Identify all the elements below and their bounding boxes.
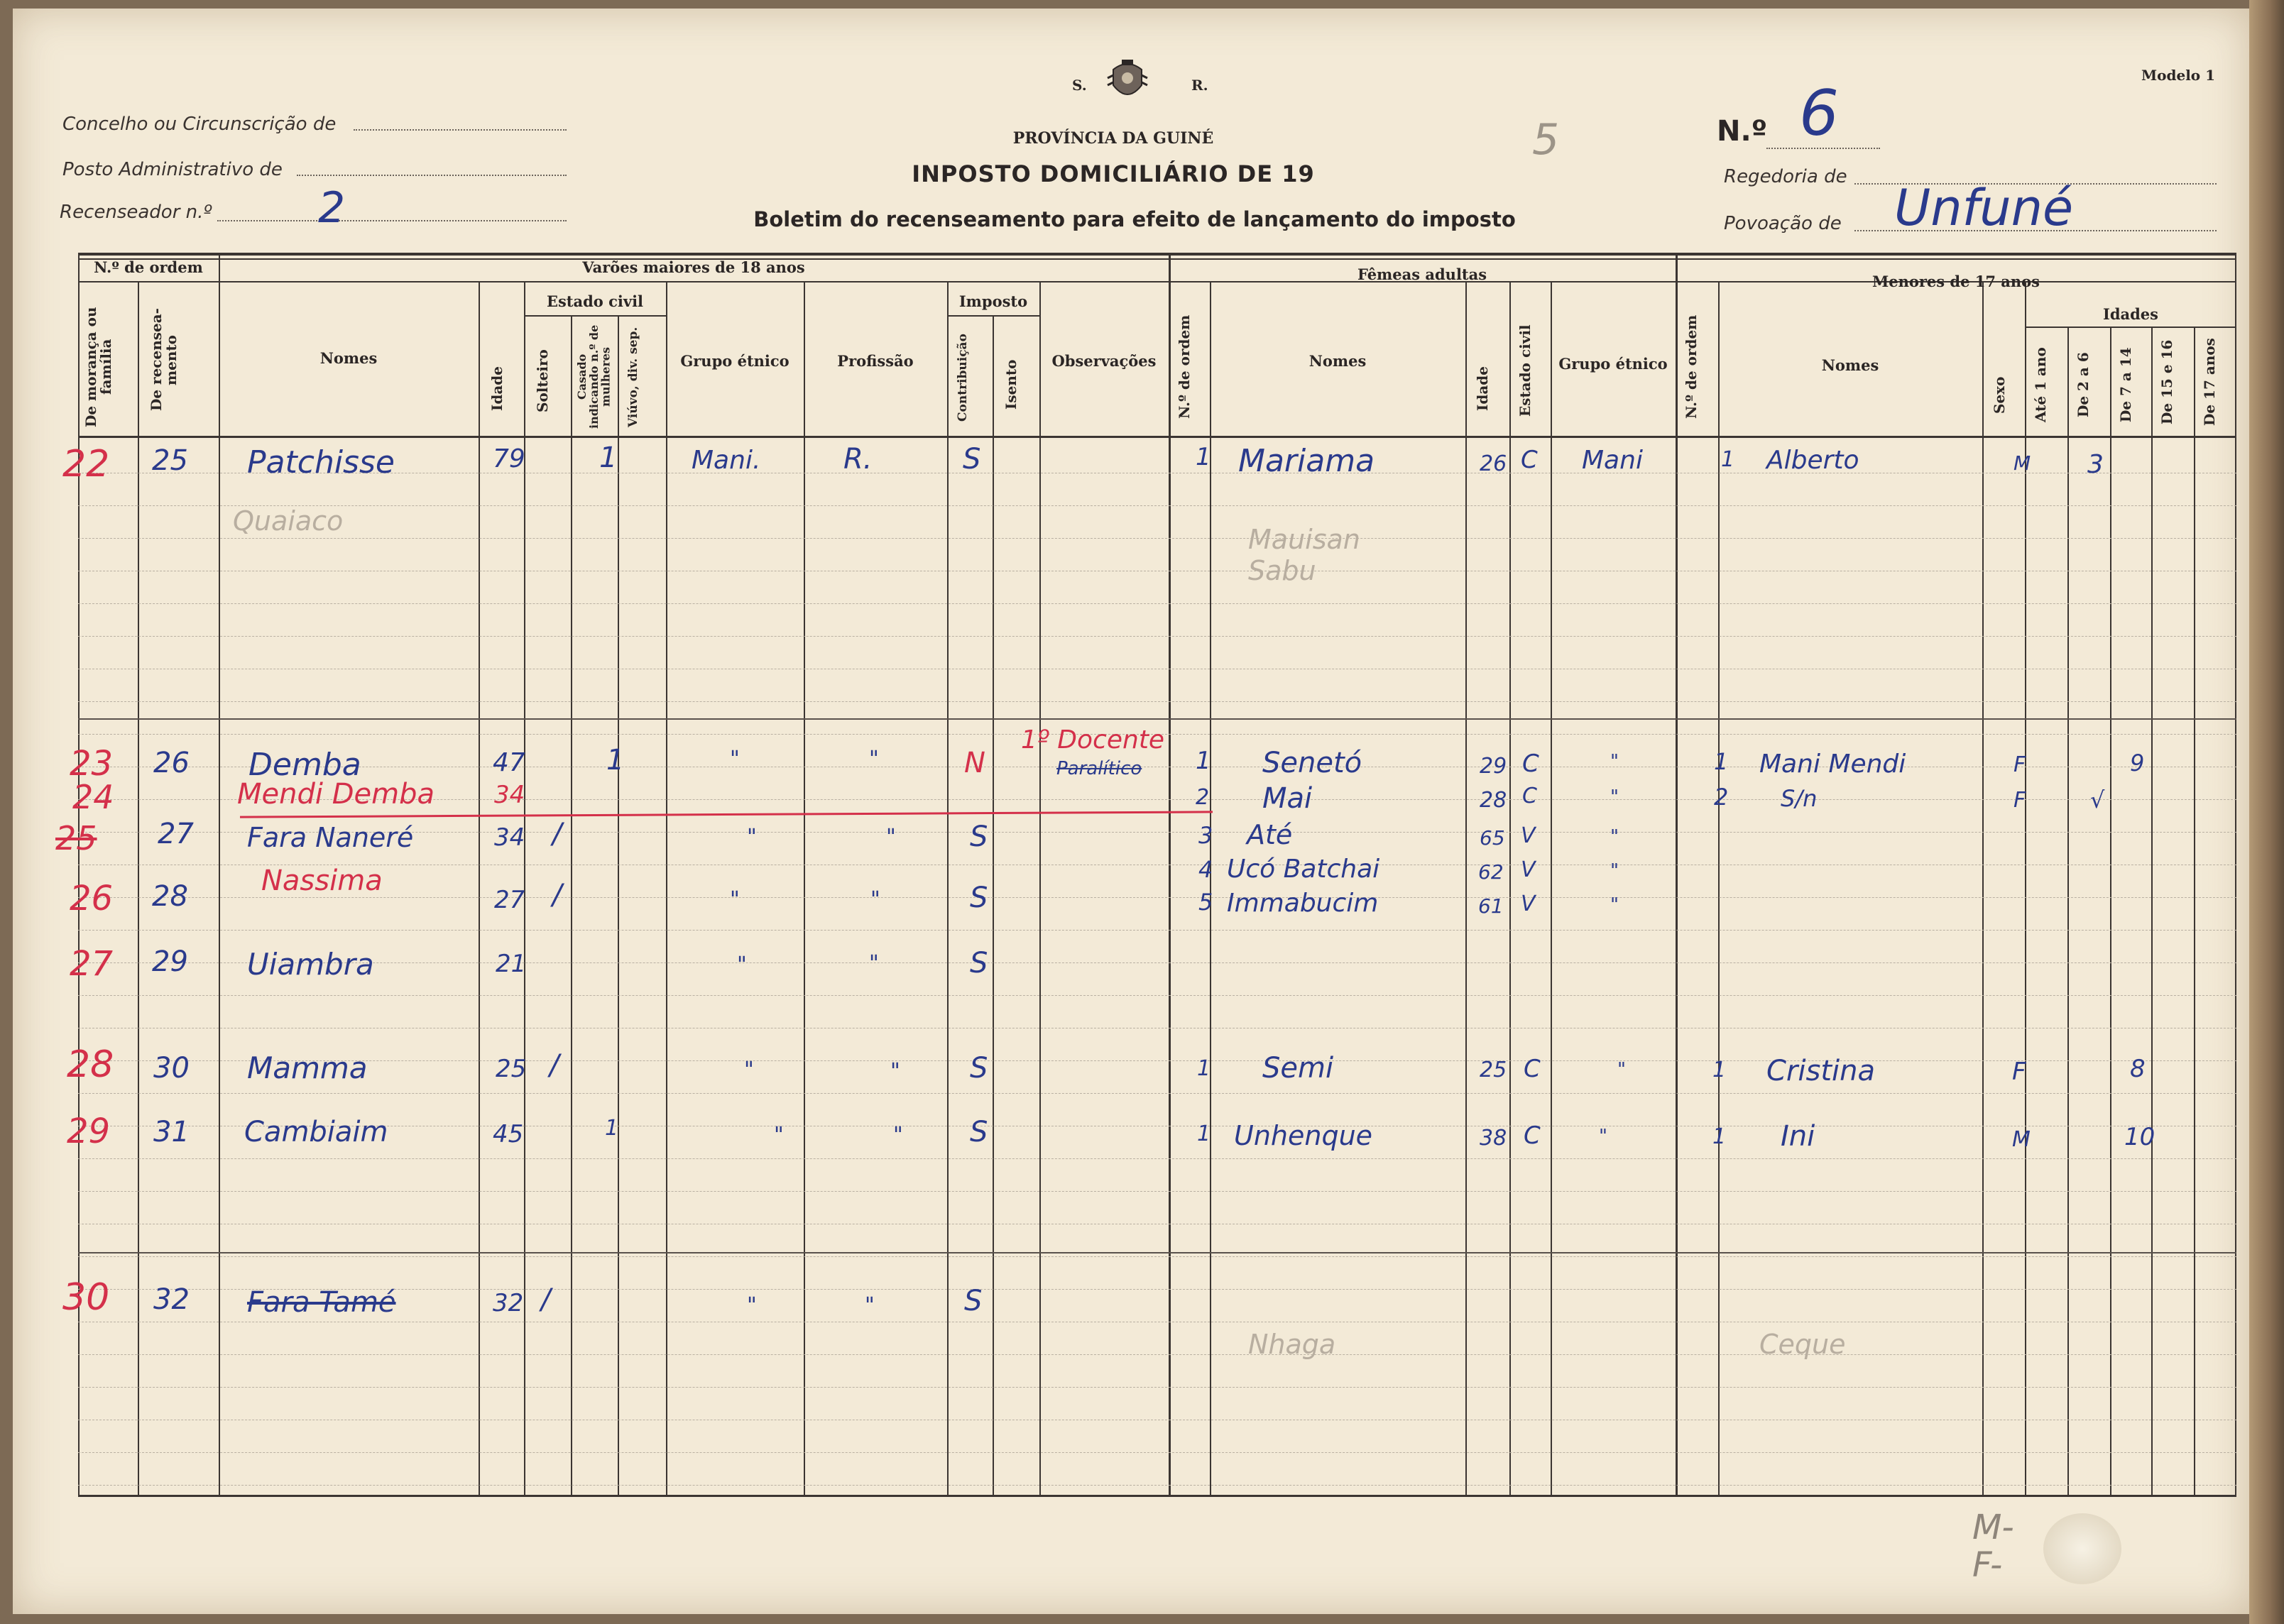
col-de15e16: De 15 e 16 (2158, 339, 2175, 424)
row-grupo: " (737, 953, 747, 977)
book-spine (2249, 0, 2284, 1624)
col-isento: Isento (1002, 359, 1020, 410)
col-line (479, 281, 480, 1496)
row-f-ordem: 1 (1196, 747, 1211, 775)
ruled-line (78, 1452, 2236, 1453)
row-f-grupo: " (1610, 894, 1619, 916)
row-idade: 79 (493, 444, 525, 473)
family-separator (78, 718, 2236, 720)
ruled-line (78, 1158, 2236, 1159)
row-f-estado: C (1522, 784, 1537, 808)
col-f-ordem: N.º de ordem (1176, 314, 1193, 419)
row-contribuicao: S (970, 1052, 988, 1085)
concelho-label: Concelho ou Circunscrição de (62, 114, 337, 135)
row-recenseamento: 31 (153, 1116, 190, 1148)
ruled-line (78, 897, 2236, 898)
row-f-estado: V (1521, 857, 1536, 882)
row-m-nome: Cristina (1766, 1055, 1875, 1087)
row-recenseamento: 30 (153, 1052, 190, 1085)
row-f-idade: 61 (1478, 894, 1504, 918)
row-f-grupo: " (1617, 1059, 1626, 1080)
ruled-line (78, 701, 2236, 702)
table-top-border (78, 253, 2236, 256)
row-f-grupo: " (1610, 751, 1619, 772)
col-line (1509, 281, 1511, 1496)
row-f-grupo: " (1610, 786, 1619, 808)
row-idade: 27 (494, 886, 525, 914)
row-nome: Mamma (247, 1050, 368, 1085)
col-solteiro: Solteiro (534, 349, 551, 413)
boletim-subtitle: Boletim do recenseamento para efeito de lançamento do imposto (753, 207, 1516, 231)
sr-left: S. (1072, 77, 1087, 94)
row-f-estado: V (1521, 823, 1536, 848)
row-f-ordem: 5 (1198, 889, 1213, 916)
col-line (666, 281, 667, 1496)
row-f-ordem: 1 (1197, 1056, 1211, 1081)
table-bottom-border (78, 1495, 2236, 1497)
red-strike-line (240, 811, 1213, 818)
row-profissao: " (886, 825, 896, 850)
col-line (1465, 281, 1467, 1496)
row-f-idade: 25 (1480, 1058, 1507, 1082)
col-line (2110, 327, 2111, 1496)
ruled-line (78, 1191, 2236, 1192)
col-casado: Casado indicando n.º de mulheres (575, 324, 613, 429)
row-f-estado: C (1521, 446, 1538, 474)
row-f-estado: C (1522, 750, 1539, 778)
row-nome: Fara Naneré (247, 822, 414, 853)
col-idades: Idades (2103, 305, 2158, 323)
col-grupo-etnico: Grupo étnico (680, 352, 789, 370)
concelho-field (354, 129, 567, 131)
ruled-line (78, 603, 2236, 604)
row-f-grupo: Mani (1582, 446, 1643, 475)
row-grupo: " (744, 1058, 754, 1082)
row-grupo: " (774, 1123, 784, 1148)
row-idade: 34 (494, 823, 525, 852)
col-de2a6: De 2 a 6 (2075, 352, 2092, 417)
row-m-age: 9 (2130, 750, 2145, 777)
row-f-grupo: " (1610, 826, 1619, 847)
row-contribuicao: S (964, 1285, 983, 1317)
col-line (947, 281, 949, 1496)
row-recenseamento: 28 (152, 880, 188, 913)
col-line (2151, 327, 2153, 1496)
row-recenseamento: 32 (153, 1283, 190, 1316)
row-recenseamento: 29 (152, 945, 188, 978)
ruled-line (78, 962, 2236, 963)
ruled-line (78, 1354, 2236, 1355)
ghost-text: Ceque (1759, 1329, 1846, 1360)
row-f-nome: Senetó (1262, 747, 1362, 779)
row-f-idade: 28 (1480, 788, 1507, 813)
idades-rule (2025, 327, 2236, 328)
col-idade: Idade (488, 366, 506, 411)
col-line (804, 281, 805, 1496)
row-grupo: " (747, 825, 757, 850)
row-profissao: " (893, 1123, 903, 1148)
row-m-nome: Ini (1781, 1120, 1815, 1153)
row-profissao: " (869, 951, 879, 976)
row-grupo: Mani. (692, 446, 761, 475)
ghost-text: Quaiaco (233, 505, 344, 537)
row-moranca: 25 (55, 819, 97, 857)
row-nome: Cambiaim (244, 1116, 388, 1148)
ruled-line (78, 636, 2236, 637)
row-m-ordem: 1 (1712, 1124, 1727, 1149)
row-m-sexo: F (2013, 752, 2026, 777)
ghost-text: Sabu (1248, 555, 1316, 586)
sr-right: R. (1191, 77, 1208, 94)
row-contribuicao: S (970, 947, 988, 980)
provincia-title: PROVÍNCIA DA GUINÉ (1012, 129, 1214, 148)
numero-value: 6 (1799, 77, 1839, 150)
ruled-line (78, 505, 2236, 506)
row-m-ordem: 1 (1712, 1058, 1727, 1082)
col-recenseamento: De recensea-mento (148, 308, 180, 412)
row-f-nome: Ucó Batchai (1227, 855, 1380, 884)
ghost-text: Nhaga (1248, 1329, 1336, 1360)
row-nome: Patchisse (247, 444, 395, 481)
row-moranca: 30 (62, 1276, 110, 1319)
col-f-nomes: Nomes (1308, 352, 1367, 370)
row-grupo: " (730, 887, 740, 912)
col-estado-civil: Estado civil (546, 292, 644, 310)
ruled-line (78, 930, 2236, 931)
numero-label: N.º (1717, 115, 1768, 148)
row-idade: 34 (494, 781, 525, 809)
col-line (1982, 281, 1984, 1496)
row-idade: 45 (493, 1120, 524, 1148)
row-observacao: 1º Docente (1021, 725, 1165, 755)
row-f-estado: C (1524, 1055, 1541, 1083)
row-f-estado: V (1521, 891, 1536, 916)
col-moranca: De morança ou família (82, 307, 114, 427)
ghost-text: Mauisan (1248, 524, 1360, 555)
row-m-ordem: 2 (1714, 784, 1729, 811)
row-recenseamento: 26 (153, 747, 190, 779)
row-f-grupo: " (1610, 860, 1619, 882)
row-moranca: 24 (72, 778, 114, 816)
row-grupo: " (747, 1293, 757, 1318)
row-profissao: " (890, 1059, 900, 1084)
ruled-line (78, 1256, 2236, 1257)
family-separator (78, 1252, 2236, 1253)
modelo-label: Modelo 1 (2141, 67, 2216, 84)
posto-label: Posto Administrativo de (62, 159, 283, 180)
col-line (138, 281, 139, 1496)
row-m-ordem: 1 (1721, 447, 1735, 472)
row-idade: 21 (496, 950, 527, 978)
col-m-nomes: Nomes (1821, 356, 1879, 374)
ruled-line (78, 1485, 2236, 1486)
numero-field (1766, 148, 1880, 149)
row-contribuicao: N (964, 747, 985, 779)
col-profissao: Profissão (837, 352, 914, 370)
ruled-line (78, 1289, 2236, 1290)
row-m-ordem: 1 (1714, 748, 1729, 775)
recenseador-value: 2 (318, 183, 346, 233)
estado-civil-rule (524, 315, 666, 317)
row-f-idade: 29 (1480, 754, 1507, 779)
col-line (219, 253, 220, 1496)
row-f-nome: Immabucim (1227, 889, 1379, 918)
col-group-menores: Menores de 17 anos (1872, 273, 2040, 290)
row-m-age: √ (2090, 786, 2105, 813)
row-m-age: 3 (2087, 450, 2104, 479)
row-moranca: 22 (62, 443, 110, 485)
row-nome: Fara Tamé (247, 1286, 396, 1319)
col-nomes: Nomes (319, 349, 378, 367)
col-observacoes: Observações (1051, 352, 1157, 370)
row-recenseamento: 27 (158, 818, 194, 850)
row-contribuicao: S (970, 821, 988, 853)
col-line (1718, 281, 1720, 1496)
row-f-ordem: 1 (1196, 443, 1211, 471)
col-de7a14: De 7 a 14 (2117, 347, 2134, 422)
col-f-grupo: Grupo étnico (1558, 355, 1668, 373)
row-m-nome: S/n (1781, 785, 1818, 812)
row-profissao: " (869, 747, 879, 772)
ruled-line (78, 995, 2236, 996)
col-line (2194, 327, 2195, 1496)
ruled-line (78, 1093, 2236, 1094)
row-profissao: R. (843, 443, 873, 476)
row-solteiro: / (550, 1049, 559, 1082)
col-line (1551, 281, 1552, 1496)
row-moranca: 27 (70, 944, 114, 984)
col-line (1039, 281, 1041, 1496)
row-moranca: 26 (70, 879, 114, 918)
povoacao-value: Unfuné (1894, 179, 2074, 237)
row-moranca: 28 (67, 1043, 114, 1086)
row-m-sexo: M (2012, 1127, 2031, 1152)
ruled-line (78, 1387, 2236, 1388)
row-moranca: 23 (70, 744, 114, 784)
col-m-ordem: N.º de ordem (1683, 314, 1700, 419)
row-casado: 1 (606, 744, 625, 777)
ruled-line (78, 1060, 2236, 1061)
row-f-ordem: 1 (1197, 1121, 1211, 1146)
row-f-idade: 26 (1480, 451, 1507, 476)
row-contribuicao: S (963, 443, 981, 476)
row-f-ordem: 2 (1196, 785, 1210, 810)
col-group-ordem: N.º de ordem (94, 258, 203, 276)
col-ate1: Até 1 ano (2032, 347, 2049, 422)
col-line (993, 315, 994, 1496)
col-f-estado: Estado civil (1517, 324, 1534, 417)
header-bottom-border (78, 436, 2236, 438)
row-nome: Demba (248, 747, 361, 783)
row-f-idade: 62 (1478, 860, 1504, 884)
row-m-nome: Alberto (1766, 446, 1859, 475)
pencil-mark: 5 (1532, 115, 1560, 165)
col-sexo: Sexo (1991, 376, 2008, 415)
posto-field (297, 175, 567, 176)
recenseador-label: Recenseador n.º (60, 202, 212, 223)
row-nome: Uiambra (247, 947, 374, 982)
row-moranca: 29 (67, 1112, 111, 1151)
stamp-text: M- F- (1972, 1508, 2014, 1585)
col-f-idade: Idade (1474, 366, 1491, 411)
row-m-age: 10 (2124, 1123, 2155, 1151)
col-line (1169, 253, 1171, 1496)
row-idade: 47 (493, 748, 525, 777)
col-contribuicao: Contribuição (956, 334, 970, 422)
col-group-varoes: Varões maiores de 18 anos (582, 258, 805, 276)
row-idade: 32 (493, 1289, 524, 1317)
recenseador-field (217, 220, 567, 221)
row-solteiro: / (552, 818, 562, 850)
regedoria-label: Regedoria de (1724, 166, 1847, 187)
col-line (2235, 253, 2236, 1496)
row-f-nome: Unhenque (1234, 1120, 1373, 1151)
row-f-nome: Até (1247, 819, 1293, 850)
row-grupo: " (730, 747, 740, 772)
row-m-sexo: F (2012, 1058, 2026, 1086)
row-nome: Mendi Demba (237, 778, 435, 811)
row-solteiro: / (541, 1283, 551, 1316)
row-m-nome: Mani Mendi (1759, 750, 1906, 779)
row-f-ordem: 4 (1198, 856, 1213, 883)
col-group-femeas: Fêmeas adultas (1357, 265, 1487, 283)
imposto-title: INPOSTO DOMICILIÁRIO DE 19 (912, 160, 1315, 187)
row-casado: 1 (605, 1116, 619, 1141)
row-f-estado: C (1524, 1121, 1541, 1150)
col-line (571, 315, 572, 1496)
row-profissao: " (865, 1293, 875, 1318)
row-f-nome: Mai (1262, 782, 1313, 815)
row-casado: 1 (599, 441, 618, 474)
row-observacao-struck: Paralítico (1056, 758, 1142, 779)
col-line (1676, 253, 1678, 1496)
row-contribuicao: S (970, 882, 988, 914)
row-contribuicao: S (970, 1116, 988, 1148)
row-f-nome: Mariama (1238, 443, 1375, 479)
row-f-grupo: " (1599, 1126, 1607, 1147)
ruled-line (78, 538, 2236, 539)
row-profissao: " (870, 887, 880, 912)
povoacao-label: Povoação de (1724, 213, 1842, 234)
row-f-ordem: 3 (1198, 822, 1213, 849)
row-m-sexo: F (2013, 788, 2026, 813)
col-de17: De 17 anos (2201, 338, 2218, 426)
col-imposto: Imposto (958, 292, 1028, 310)
row-f-nome: Semi (1262, 1052, 1334, 1085)
row-solteiro: / (552, 879, 562, 911)
col-viuvo: Viúvo, div. sep. (626, 327, 640, 427)
row-m-age: 8 (2130, 1055, 2146, 1083)
stamp-icon (2043, 1513, 2121, 1584)
row-idade: 25 (496, 1055, 527, 1083)
col-line (618, 315, 619, 1496)
census-form-sheet (13, 9, 2249, 1614)
coat-of-arms-icon (1106, 57, 1149, 106)
row-recenseamento: 25 (152, 444, 188, 477)
col-line (2067, 327, 2069, 1496)
row-nome: Nassima (261, 865, 383, 897)
row-f-idade: 65 (1480, 826, 1505, 850)
row-m-sexo: M (2013, 451, 2031, 475)
row-f-idade: 38 (1480, 1126, 1507, 1151)
